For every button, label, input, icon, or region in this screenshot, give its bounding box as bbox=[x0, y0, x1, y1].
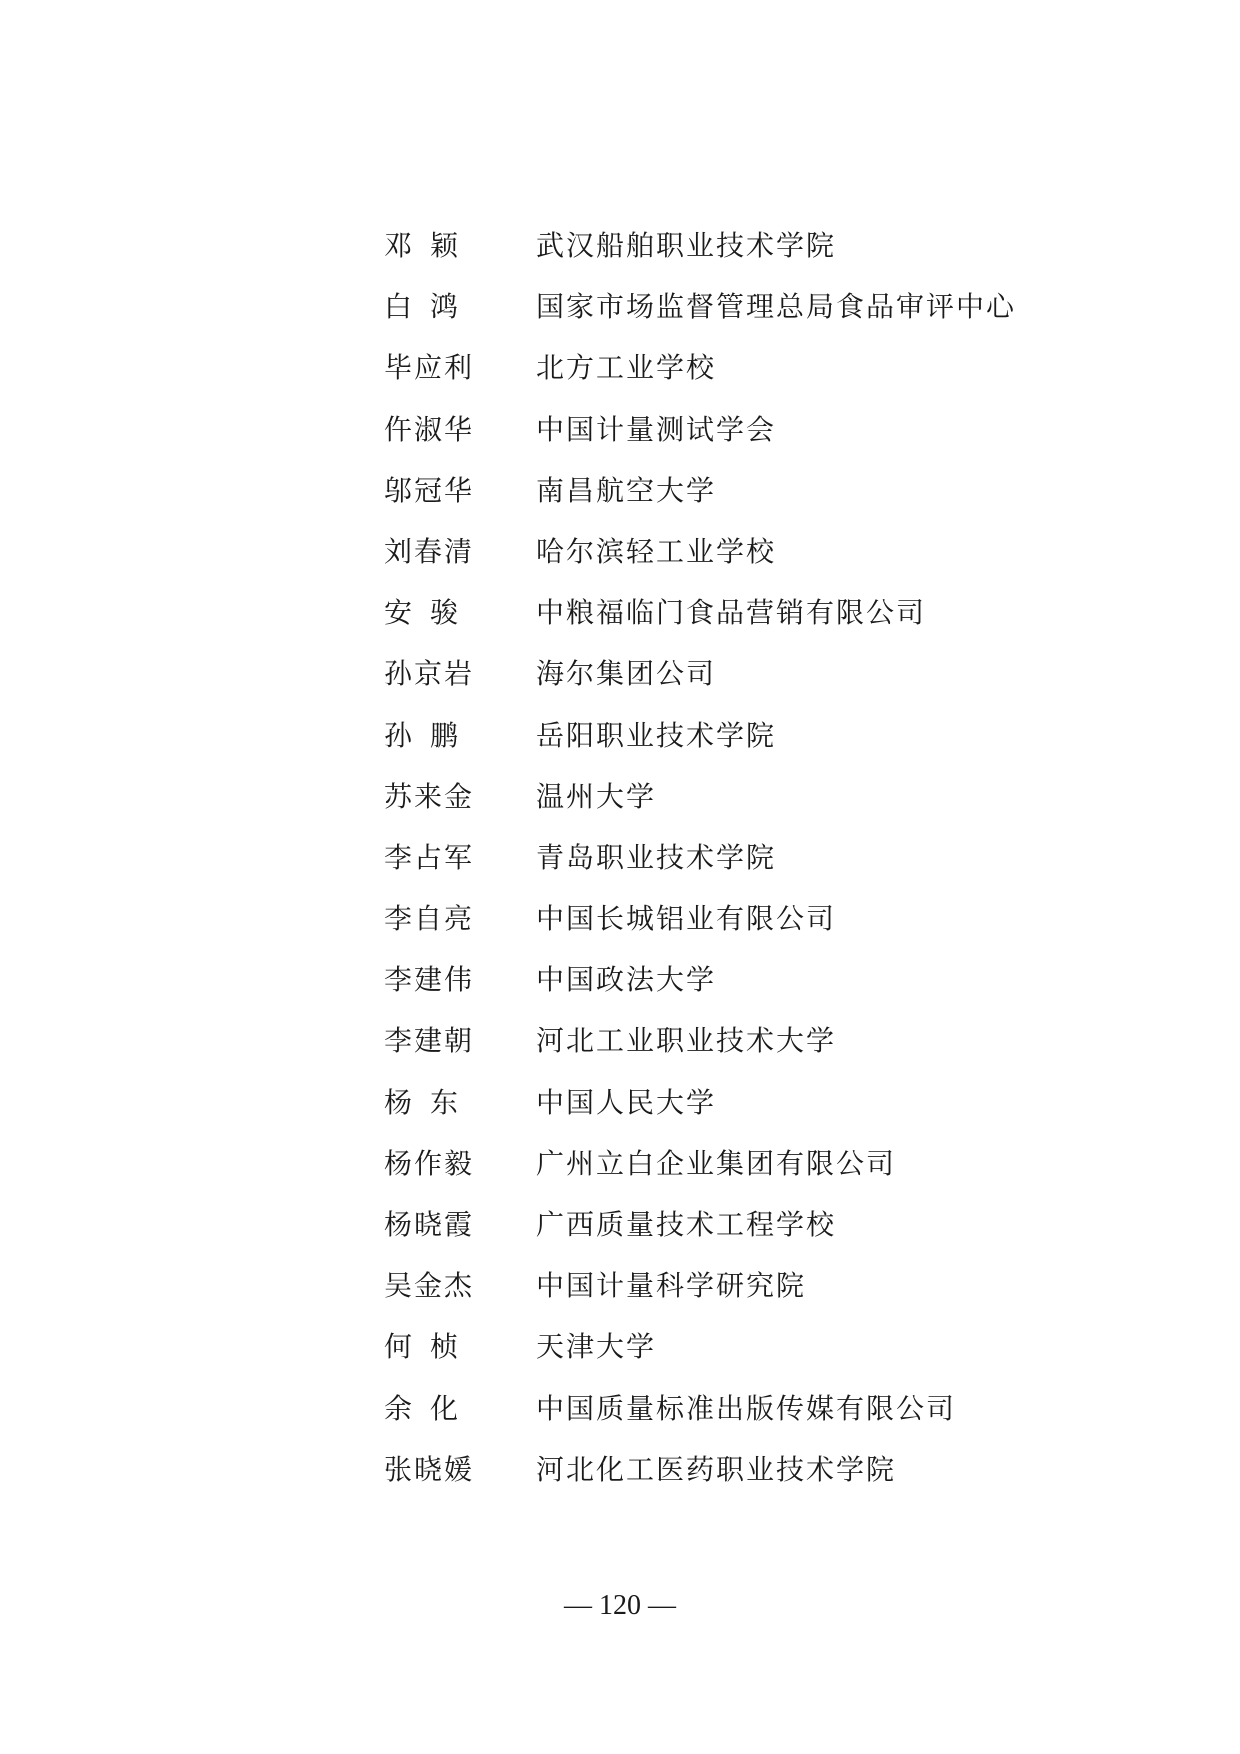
organization-name: 海尔集团公司 bbox=[536, 657, 717, 691]
organization-name: 岳阳职业技术学院 bbox=[536, 718, 777, 752]
person-name: 张 晓 媛 bbox=[384, 1452, 475, 1486]
person-name: 吴 金 杰 bbox=[384, 1269, 475, 1303]
person-name: 杨 晓 霞 bbox=[384, 1208, 475, 1241]
organization-name: 天津大学 bbox=[536, 1330, 657, 1364]
person-name: 余 化 bbox=[384, 1391, 460, 1425]
person-name: 李 建 朝 bbox=[384, 1024, 475, 1058]
organization-name: 河北化工医药职业技术学院 bbox=[536, 1452, 897, 1486]
person-name: 白 鸿 bbox=[384, 290, 460, 324]
organization-name: 北方工业学校 bbox=[536, 351, 717, 385]
person-name: 仵 淑 华 bbox=[384, 412, 475, 446]
person-name: 毕 应 利 bbox=[384, 351, 475, 385]
organization-name: 河北工业职业技术大学 bbox=[536, 1024, 837, 1058]
roster-row bbox=[384, 1329, 1064, 1390]
roster-list bbox=[384, 228, 1064, 1513]
roster-row bbox=[384, 1452, 1064, 1513]
organization-name: 中国政法大学 bbox=[536, 963, 717, 997]
roster-row bbox=[384, 1023, 1064, 1084]
roster-row bbox=[384, 228, 1064, 289]
roster-row bbox=[384, 718, 1064, 779]
organization-name: 哈尔滨轻工业学校 bbox=[536, 534, 777, 568]
person-name: 孙 京 岩 bbox=[384, 657, 475, 691]
roster-row bbox=[384, 412, 1064, 473]
person-name: 何 桢 bbox=[384, 1330, 460, 1364]
person-name: 安 骏 bbox=[384, 596, 460, 630]
organization-name: 广州立白企业集团有限公司 bbox=[536, 1146, 897, 1180]
roster-row bbox=[384, 350, 1064, 411]
roster-row bbox=[384, 901, 1064, 962]
person-name: 李 自 亮 bbox=[384, 902, 475, 936]
organization-name: 中国人民大学 bbox=[536, 1085, 717, 1119]
roster-row bbox=[384, 595, 1064, 656]
roster-row bbox=[384, 473, 1064, 534]
organization-name: 中国计量科学研究院 bbox=[536, 1269, 807, 1303]
roster-row bbox=[384, 656, 1064, 717]
roster-row bbox=[384, 1146, 1064, 1207]
person-name: 邓 颖 bbox=[384, 229, 460, 262]
roster-row bbox=[384, 1207, 1064, 1268]
person-name: 邬 冠 华 bbox=[384, 473, 475, 507]
person-name: 孙 鹏 bbox=[384, 718, 460, 752]
person-name: 苏 来 金 bbox=[384, 779, 475, 813]
organization-name: 武汉船舶职业技术学院 bbox=[536, 229, 837, 262]
organization-name: 中国计量测试学会 bbox=[536, 412, 777, 446]
roster-row bbox=[384, 1268, 1064, 1329]
roster-row bbox=[384, 1391, 1064, 1452]
organization-name: 温州大学 bbox=[536, 779, 657, 813]
organization-name: 广西质量技术工程学校 bbox=[536, 1208, 837, 1241]
roster-row bbox=[384, 1085, 1064, 1146]
person-name: 李 建 伟 bbox=[384, 963, 475, 997]
roster-row bbox=[384, 534, 1064, 595]
roster-row bbox=[384, 962, 1064, 1023]
organization-name: 中粮福临门食品营销有限公司 bbox=[536, 596, 927, 630]
roster-row bbox=[384, 840, 1064, 901]
organization-name: 国家市场监督管理总局食品审评中心 bbox=[536, 290, 1017, 324]
organization-name: 南昌航空大学 bbox=[536, 473, 717, 507]
person-name: 杨 东 bbox=[384, 1085, 460, 1119]
person-name: 刘 春 清 bbox=[384, 534, 475, 568]
roster-row bbox=[384, 289, 1064, 350]
page-number: — 120 — bbox=[564, 1590, 676, 1621]
organization-name: 中国长城铝业有限公司 bbox=[536, 902, 837, 936]
roster-row bbox=[384, 779, 1064, 840]
person-name: 杨 作 毅 bbox=[384, 1146, 475, 1180]
person-name: 李 占 军 bbox=[384, 840, 475, 874]
organization-name: 中国质量标准出版传媒有限公司 bbox=[536, 1391, 957, 1425]
organization-name: 青岛职业技术学院 bbox=[536, 840, 777, 874]
